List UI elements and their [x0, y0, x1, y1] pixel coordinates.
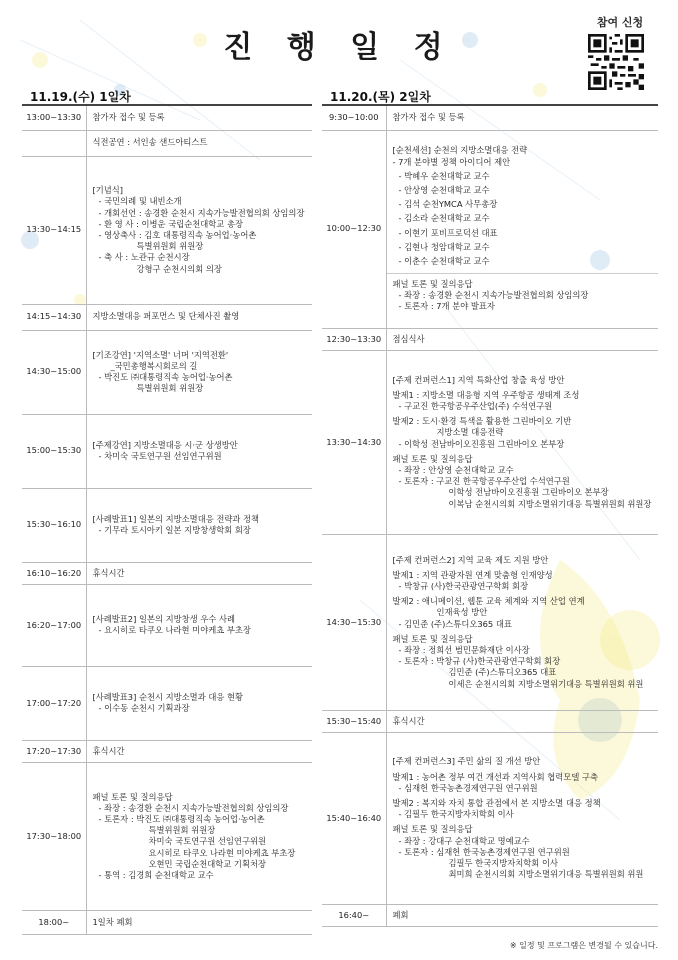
- program-cell: [86, 488, 312, 562]
- program-line: [사례발표3] 순천시 지방소멸과 대응 현황: [92, 692, 244, 702]
- program-cell: [86, 304, 312, 330]
- program-cell: [386, 328, 658, 350]
- table-row: [22, 414, 312, 488]
- program-line: [주제 컨퍼런스2] 지역 교육 제도 지원 방안: [392, 554, 549, 565]
- time-cell: 13:30~14:15: [22, 156, 86, 304]
- program-line: - 개회선언 : 송경환 순천시 지속가능발전협의회 상임의장: [98, 207, 305, 218]
- program-cell: [86, 740, 312, 762]
- time-cell: 18:00~: [22, 910, 86, 934]
- qr-code-icon[interactable]: [588, 34, 644, 90]
- program-line: 점심식사: [392, 333, 425, 344]
- program-line: _국민총행복시회로의 길: [110, 360, 198, 371]
- page-title: 진 행 일 정: [223, 30, 455, 65]
- table-row: [322, 130, 658, 328]
- time-cell: 12:30~13:30: [322, 328, 386, 350]
- program-cell: [86, 666, 312, 740]
- program-line: 패널 토론 및 질의응답: [392, 279, 473, 290]
- program-line: 참가자 접수 및 등록: [92, 112, 165, 123]
- program-line: 식전공연 : 서인송 샌드아티스트: [92, 137, 208, 148]
- program-line: - 김민준 (주)스튜디오365 대표: [398, 618, 512, 629]
- panel-subsection: [387, 273, 659, 313]
- program-cell: [386, 732, 658, 904]
- program-line: 강형구 순천시의회 의장: [136, 263, 222, 274]
- program-line: 특별위원회 위원장: [136, 383, 204, 394]
- table-row: [22, 106, 312, 130]
- table-row: [22, 910, 312, 934]
- program-line: 김민준 (주)스튜디오365 대표: [448, 667, 557, 678]
- program-line: - 환 영 사 : 이병운 국립순천대학교 총장: [98, 218, 243, 229]
- program-line: [사례발표2] 일본의 지방창생 우수 사례: [92, 614, 236, 624]
- program-cell: [386, 710, 658, 732]
- table-row: [22, 762, 312, 910]
- program-line: - 토론자 : 구교진 한국항공우주산업 수석연구원: [398, 476, 570, 487]
- footnote: ※ 일정 및 프로그램은 변경될 수 있습니다.: [509, 941, 658, 950]
- table-row: [22, 130, 312, 156]
- table-row: [322, 534, 658, 710]
- table-row: [22, 488, 312, 562]
- program-cell: [86, 130, 312, 156]
- program-cell: [86, 584, 312, 666]
- program-line: - 이수동 순천시 기획과장: [98, 703, 190, 714]
- program-line: - 심재헌 한국농촌경제연구원 연구위원: [398, 782, 538, 793]
- time-cell: 13:00~13:30: [22, 106, 86, 130]
- program-line: 패널 토론 및 질의응답: [392, 453, 473, 464]
- time-cell: 16:40~: [322, 904, 386, 926]
- table-row: [322, 328, 658, 350]
- program-line: - 토론자 : 박진도 ㈜대통령직속 농어업·농어촌: [98, 814, 265, 824]
- program-line: - 박진도 ㈜대통령직속 농어업·농어촌: [98, 372, 233, 382]
- table-row: [22, 740, 312, 762]
- program-cell: [86, 562, 312, 584]
- table-row: [322, 904, 658, 926]
- program-line: - 김필두 한국지방자치학회 이사: [398, 809, 514, 820]
- program-line: - 토론자 : 심재헌 한국농촌경제연구원 연구위원: [398, 846, 570, 857]
- program-line: - 좌장 : 강대구 순천대학교 명예교수: [398, 835, 530, 846]
- program-line: - 영상축사 : 김호 대통령직속 농어업·농어촌: [98, 230, 257, 240]
- time-cell: 13:30~14:30: [322, 350, 386, 534]
- table-row: [322, 732, 658, 904]
- table-row: [22, 330, 312, 414]
- program-line: 지방소멸대응 퍼포먼스 및 단체사진 촬영: [92, 311, 240, 322]
- program-line: 최미희 순천시의회 지방소멸위기대응 특별위원회 위원: [448, 869, 644, 880]
- program-line: 발제2 : 복지와 자치 통합 관점에서 본 지방소멸 대응 정책: [392, 798, 601, 808]
- program-line: 폐회: [392, 909, 409, 920]
- table-row: [22, 666, 312, 740]
- program-line: 1일차 폐회: [92, 916, 133, 927]
- program-line: 발제1 : 지방소멸 대응형 지역 우주항공 생태계 조성: [392, 389, 580, 400]
- time-cell: 14:15~14:30: [22, 304, 86, 330]
- program-line: - 좌장 : 정희선 범민문화재단 이사장: [398, 644, 530, 655]
- program-line: 오현민 국립순천대학교 기획처장: [148, 858, 266, 869]
- program-line: - 통역 : 김경희 순천대학교 교수: [98, 869, 214, 880]
- time-cell: 17:00~17:20: [22, 666, 86, 740]
- program-line: - 토론자 : 박창규 (사)한국관광연구학회 회장: [398, 656, 561, 667]
- table-row: [322, 350, 658, 534]
- time-cell: 15:30~16:10: [22, 488, 86, 562]
- program-line: 패널 토론 및 질의응답: [92, 791, 173, 802]
- table-row: [22, 584, 312, 666]
- program-line: - 이현기 포비프로덕션 대표: [398, 227, 498, 238]
- day1-heading: 11.19.(수) 1일차: [30, 90, 131, 104]
- program-line: 이세은 순천시의회 지방소멸위기대응 특별위원회 위원: [448, 678, 644, 689]
- program-line: 특별위원회 위원장: [148, 825, 216, 836]
- program-line: 휴식시간: [392, 715, 425, 726]
- program-cell: [386, 130, 658, 328]
- program-line: 이복남 순천시의회 지방소멸위기대응 특별위원회 위원장: [448, 498, 652, 509]
- program-line: [사례발표1] 일본의 지방소멸대응 전략과 정책: [92, 513, 260, 524]
- program-line: 휴식시간: [92, 567, 125, 578]
- program-line: 발제1 : 농어촌 정부 여건 개선과 지역사회 협력모델 구축: [392, 771, 599, 782]
- qr-label: 참여 신청: [596, 16, 644, 29]
- program-cell: [386, 106, 658, 130]
- program-line: [주제 컨퍼런스1] 지역 특화산업 창출 육성 방안: [392, 374, 565, 385]
- day2-schedule-table: [322, 106, 658, 927]
- time-cell: 15:00~15:30: [22, 414, 86, 488]
- time-cell: [22, 130, 86, 156]
- program-line: - 김석 순천YMCA 사무총장: [398, 199, 498, 210]
- program-cell: [86, 106, 312, 130]
- program-line: 휴식시간: [92, 745, 125, 756]
- program-line: 인재육성 방안: [436, 607, 488, 618]
- program-line: - 박창규 (사)한국관광연구학회 회장: [398, 581, 529, 592]
- time-cell: 16:20~17:00: [22, 584, 86, 666]
- time-cell: 15:30~15:40: [322, 710, 386, 732]
- time-cell: 14:30~15:30: [322, 534, 386, 710]
- program-cell: [86, 910, 312, 934]
- table-row: [322, 106, 658, 130]
- time-cell: 17:20~17:30: [22, 740, 86, 762]
- program-line: 패널 토론 및 질의응답: [392, 824, 473, 835]
- program-line: - 구교진 한국항공우주산업(주) 수석연구원: [398, 401, 553, 412]
- program-line: - 이학성 전남바이오진흥원 그린바이오 본부장: [398, 438, 565, 449]
- program-line: - 요시히로 타쿠오 나라현 미야케쵸 부초장: [98, 625, 251, 636]
- time-cell: 15:40~16:40: [322, 732, 386, 904]
- program-cell: [86, 762, 312, 910]
- program-line: [순천세션] 순천의 지방소멸대응 전략: [392, 145, 528, 156]
- program-line: 발제2 : 애니메이션, 웹툰 교육 체계와 지역 산업 연계: [392, 596, 585, 607]
- time-cell: 16:10~16:20: [22, 562, 86, 584]
- table-row: [322, 710, 658, 732]
- program-line: 참가자 접수 및 등록: [392, 112, 465, 123]
- program-line: - 기무라 토시아키 일본 지방창생학회 회장: [98, 525, 251, 535]
- time-cell: 14:30~15:00: [22, 330, 86, 414]
- time-cell: 9:30~10:00: [322, 106, 386, 130]
- program-line: [주제강연] 지방소멸대응 시·군 상생방안: [92, 439, 238, 450]
- program-line: - 이춘수 순천대학교 교수: [398, 255, 490, 266]
- program-line: - 국민의례 및 내빈소개: [98, 196, 182, 207]
- program-line: - 김소라 순천대학교 교수: [398, 213, 490, 224]
- program-line: - 안상영 순천대학교 교수: [398, 184, 490, 195]
- program-line: 김필두 한국지방자치학회 이사: [448, 857, 558, 868]
- program-line: - 좌장 : 송경환 순천시 지속가능발전협의회 상임의장: [398, 290, 589, 301]
- program-line: 요시히로 타쿠오 나라현 미야케쵸 부초장: [148, 847, 296, 858]
- program-line: 이학성 전남바이오진흥원 그린바이오 본부장: [448, 487, 609, 498]
- program-cell: [86, 414, 312, 488]
- day2-heading: 11.20.(목) 2일차: [330, 90, 431, 104]
- program-line: [기념식]: [92, 185, 124, 196]
- program-cell: [386, 534, 658, 710]
- time-cell: 17:30~18:00: [22, 762, 86, 910]
- program-cell: [386, 904, 658, 926]
- program-line: 발제2 : 도시·환경 특색을 활용한 그린바이오 기반: [392, 416, 572, 427]
- program-line: - 차미숙 국토연구원 선임연구위원: [98, 451, 222, 461]
- program-line: 특별위원회 위원장: [136, 241, 204, 252]
- program-line: - 토론자 : 7개 분야 발표자: [398, 301, 495, 312]
- program-line: - 좌장 : 안상영 순천대학교 교수: [398, 464, 514, 475]
- program-cell: [86, 156, 312, 304]
- program-line: 차미숙 국토연구원 선임연구위원: [148, 836, 266, 847]
- program-line: 패널 토론 및 질의응답: [392, 633, 473, 644]
- program-line: - 박혜우 순천대학교 교수: [398, 170, 490, 181]
- table-row: [22, 156, 312, 304]
- program-line: [기조강연] '지역소멸' 너머 '지역전환': [92, 349, 229, 360]
- day1-schedule-table: [22, 106, 312, 935]
- table-row: [22, 562, 312, 584]
- program-cell: [86, 330, 312, 414]
- table-row: [22, 304, 312, 330]
- time-cell: 10:00~12:30: [322, 130, 386, 328]
- program-cell: [386, 350, 658, 534]
- program-line: - 김현나 청암대학교 교수: [398, 241, 490, 252]
- program-line: - 축 사 : 노관규 순천시장: [98, 252, 190, 263]
- program-line: 발제1 : 지역 관광자원 연계 맞춤형 인재양성: [392, 569, 553, 580]
- program-line: [주제 컨퍼런스3] 주민 삶의 질 개선 방안: [392, 756, 541, 767]
- program-line: - 좌장 : 송경환 순천시 지속가능발전협의회 상임의장: [98, 802, 289, 813]
- program-line: 지방소멸 대응전략: [436, 427, 504, 438]
- program-line: - 7개 분야별 정책 아이디어 제안: [392, 156, 511, 167]
